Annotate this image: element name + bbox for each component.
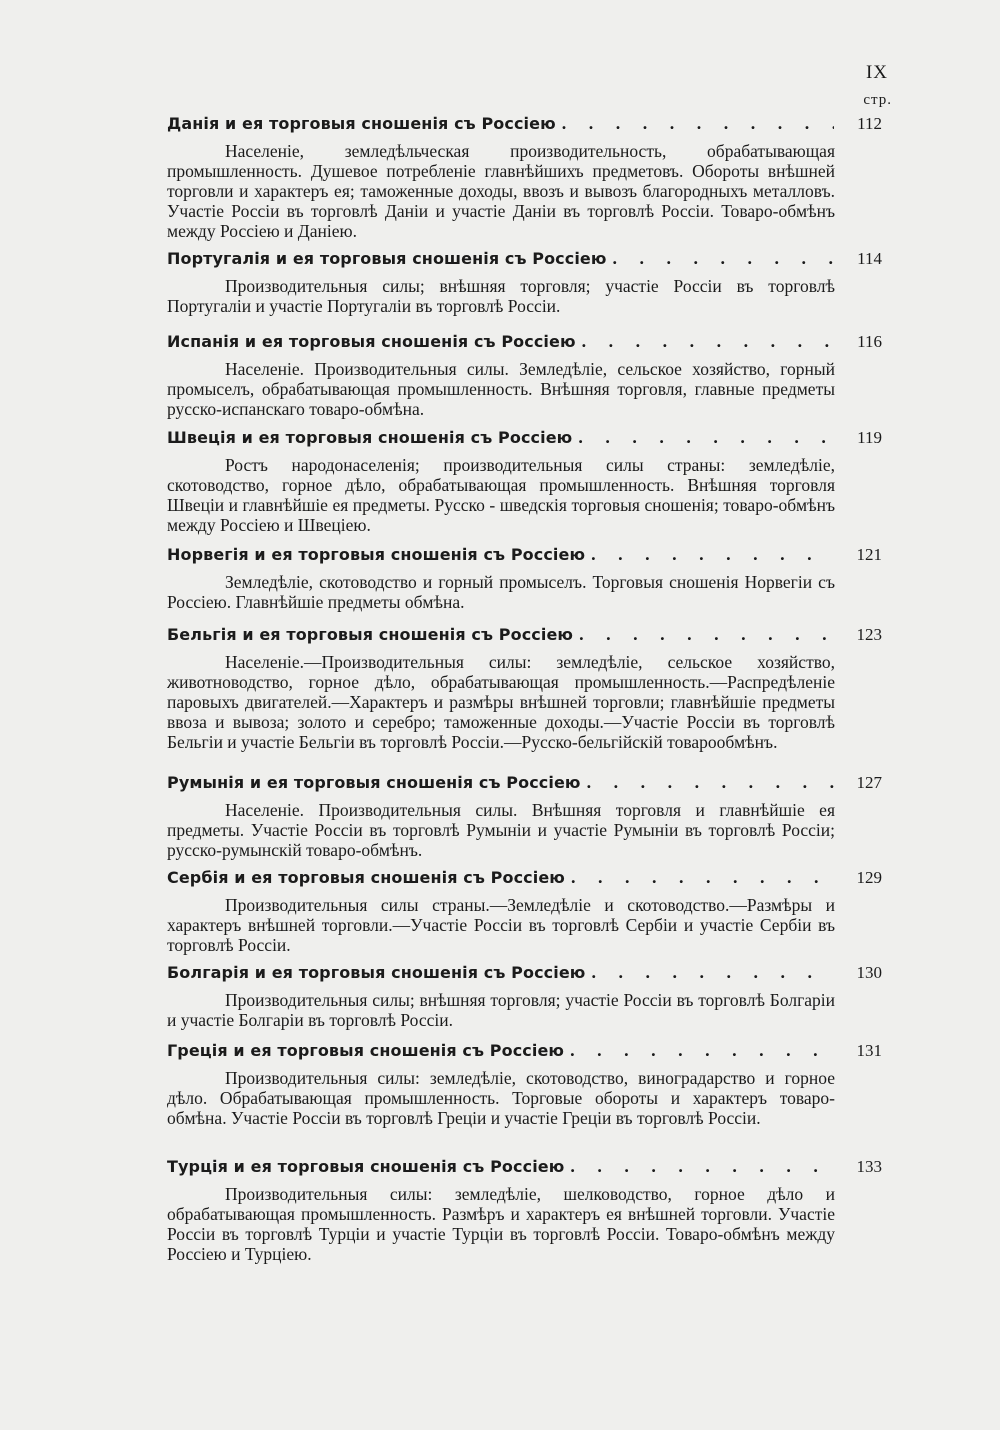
entry-heading <box>167 624 882 648</box>
entry-heading <box>167 962 882 986</box>
toc-entry-norway <box>167 544 882 612</box>
entry-title: Турція и ея торговыя сношенія съ Россіею <box>167 1157 565 1176</box>
entry-description: Производительныя силы страны.—Земледѣліе и скотоводство.—Размѣры и характеръ внѣшней торговли.—Участіе Россіи въ торговлѣ Сербіи и участіе Сербіи въ торговлѣ Россіи. <box>167 895 835 955</box>
entry-page-number: 129 <box>856 868 882 887</box>
toc-entry-belgium <box>167 624 882 752</box>
entry-page-number: 133 <box>856 1157 882 1176</box>
toc-entry-denmark <box>167 113 882 241</box>
entry-heading <box>167 248 882 272</box>
entry-heading <box>167 867 882 891</box>
entry-page-number: 116 <box>857 332 882 351</box>
entry-page-number: 130 <box>856 963 882 982</box>
toc-entry-bulgaria <box>167 962 882 1030</box>
entry-title: Данія и ея торговыя сношенія съ Россіею <box>167 114 556 133</box>
entry-title: Румынія и ея торговыя сношенія съ Россіею <box>167 773 581 792</box>
dot-leader <box>613 248 834 269</box>
entry-description: Населеніе, земледѣльческая производительность, обрабатывающая промышленность. Душевое потребленіе главнѣйшихъ предметовъ. Обороты внѣшней торговли и характеръ ея; таможенные доходы, ввозъ и вывозъ благородныхъ металловъ. Участіе Россіи въ торговлѣ Даніи и участіе Даніи въ торговлѣ Россіи. Товаро-обмѣнъ между Россіею и Даніею. <box>167 141 835 241</box>
dot-leader <box>571 867 834 888</box>
entry-description: Населеніе. Производительныя силы. Внѣшняя торговля и главнѣйшіе ея предметы. Участіе Россіи въ торговлѣ Румыніи и участіе Румыніи въ торговлѣ Россіи; русско-румынскій товаро-обмѣнъ. <box>167 800 835 860</box>
dot-leader <box>562 113 834 134</box>
entry-description: Населеніе.—Производительныя силы: земледѣліе, сельское хозяйство, животноводство, горное дѣло, обрабатывающая промышленность.—Распредѣленіе паровыхъ двигателей.—Характеръ и размѣры внѣшней торговли; главнѣйшіе предметы ввоза и вывоза; золото и серебро; таможенные доходы.—Участіе Россіи въ торговлѣ Бельгіи и участіе Бельгіи въ торговлѣ Россіи.—Русско-бельгійскій товарообмѣнъ. <box>167 652 835 752</box>
entry-page-number: 131 <box>856 1041 882 1060</box>
dot-leader <box>570 1040 834 1061</box>
dot-leader <box>578 427 834 448</box>
page-column-label: стр. <box>863 92 892 108</box>
entry-title: Греція и ея торговыя сношенія съ Россіею <box>167 1041 565 1060</box>
page-roman-numeral: IX <box>865 62 888 83</box>
dot-leader <box>591 544 834 565</box>
entry-page-number: 127 <box>856 773 882 792</box>
entry-title: Португалія и ея торговыя сношенія съ Россіею <box>167 249 607 268</box>
entry-page-number: 119 <box>857 428 882 447</box>
toc-entry-spain <box>167 331 882 419</box>
entry-heading <box>167 1156 882 1180</box>
entry-description: Земледѣліе, скотоводство и горный промыселъ. Торговыя сношенія Норвегіи съ Россіею. Главнѣйшіе предметы обмѣна. <box>167 572 835 612</box>
entry-description: Населеніе. Производительныя силы. Земледѣліе, сельское хозяйство, горный промыселъ, обрабатывающая промышленность. Внѣшняя торговля, главные предметы русско-испанскаго товаро-обмѣна. <box>167 359 835 419</box>
entry-description: Ростъ народонаселенія; производительныя силы страны: земледѣліе, скотоводство, горное дѣло, обрабатывающая промышленность. Внѣшняя торговля Швеціи и главнѣйшіе ея предметы. Русско - шведскія торговыя сношенія; товаро-обмѣнъ между Россіею и Швеціею. <box>167 455 835 535</box>
entry-heading <box>167 113 882 137</box>
entry-description: Производительныя силы: земледѣліе, шелководство, горное дѣло и обрабатывающая промышленность. Размѣръ и характеръ ея внѣшней торговли. Участіе Россіи въ торговлѣ Турціи и участіе Турціи въ торговлѣ Россіи. Товаро-обмѣнъ между Россіею и Турціею. <box>167 1184 835 1264</box>
entry-page-number: 114 <box>857 249 882 268</box>
toc-entry-romania <box>167 772 882 860</box>
toc-entry-serbia <box>167 867 882 955</box>
entry-heading <box>167 772 882 796</box>
entry-title: Швеція и ея торговыя сношенія съ Россіею <box>167 428 573 447</box>
entry-page-number: 121 <box>856 545 882 564</box>
entry-page-number: 112 <box>857 114 882 133</box>
entry-page-number: 123 <box>856 625 882 644</box>
toc-entry-turkey <box>167 1156 882 1264</box>
entry-heading <box>167 427 882 451</box>
dot-leader <box>587 772 834 793</box>
entry-description: Производительныя силы; внѣшняя торговля; участіе Россіи въ торговлѣ Португаліи и участіе Португаліи въ торговлѣ Россіи. <box>167 276 835 316</box>
dot-leader <box>570 1156 834 1177</box>
entry-title: Испанія и ея торговыя сношенія съ Россіею <box>167 332 576 351</box>
dot-leader <box>582 331 834 352</box>
toc-entry-greece <box>167 1040 882 1128</box>
dot-leader <box>591 962 834 983</box>
toc-entry-sweden <box>167 427 882 535</box>
entry-title: Норвегія и ея торговыя сношенія съ Россіею <box>167 545 586 564</box>
entry-description: Производительныя силы; внѣшняя торговля; участіе Россіи въ торговлѣ Болгаріи и участіе Болгаріи въ торговлѣ Россіи. <box>167 990 835 1030</box>
dot-leader <box>579 624 834 645</box>
entry-heading <box>167 331 882 355</box>
entry-title: Сербія и ея торговыя сношенія съ Россіею <box>167 868 565 887</box>
entry-title: Болгарія и ея торговыя сношенія съ Россіею <box>167 963 586 982</box>
toc-entry-portugal <box>167 248 882 316</box>
entry-title: Бельгія и ея торговыя сношенія съ Россіею <box>167 625 574 644</box>
entry-heading <box>167 544 882 568</box>
entry-heading <box>167 1040 882 1064</box>
entry-description: Производительныя силы: земледѣліе, скотоводство, виноградарство и горное дѣло. Обрабатывающая промышленность. Торговые обороты и характеръ товаро-обмѣна. Участіе Россіи въ торговлѣ Греціи и участіе Греціи въ торговлѣ Россіи. <box>167 1068 835 1128</box>
